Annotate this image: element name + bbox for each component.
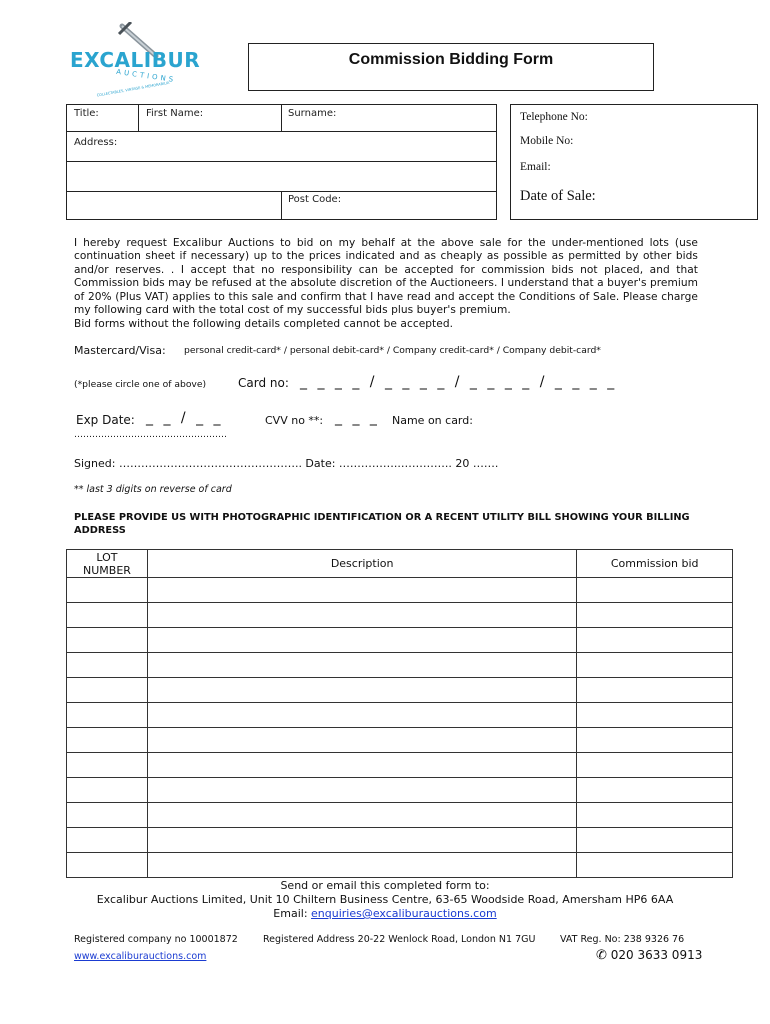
- website-link[interactable]: www.excaliburauctions.com: [74, 951, 207, 962]
- lot-number-cell[interactable]: [67, 778, 148, 803]
- cvv-label: CVV no **:: [265, 414, 324, 427]
- description-cell[interactable]: [147, 603, 576, 628]
- lot-number-cell[interactable]: [67, 703, 148, 728]
- table-row: [67, 703, 733, 728]
- cvv-field[interactable]: _ _ _: [335, 410, 380, 426]
- table-row: [67, 828, 733, 853]
- description-header: Description: [147, 550, 576, 578]
- surname-field[interactable]: [282, 120, 496, 131]
- title-box: [248, 43, 654, 91]
- cvv-note: ** last 3 digits on reverse of card: [74, 484, 232, 495]
- id-notice: PLEASE PROVIDE US WITH PHOTOGRAPHIC IDENTIFICATION OR A RECENT UTILITY BILL SHOWING YOUR BILLING ADDRESS: [74, 512, 690, 536]
- description-cell[interactable]: [147, 828, 576, 853]
- circle-note: (*please circle one of above): [74, 379, 207, 390]
- card-type-label: Mastercard/Visa:: [74, 344, 166, 357]
- commission-bid-cell[interactable]: [577, 828, 733, 853]
- email-field[interactable]: [560, 158, 750, 178]
- description-cell[interactable]: [147, 853, 576, 878]
- surname-label: Surname:: [288, 108, 337, 119]
- table-row: [67, 603, 733, 628]
- phone-icon: ✆: [596, 948, 607, 963]
- mobile-field[interactable]: [590, 132, 750, 152]
- description-cell[interactable]: [147, 653, 576, 678]
- bid-forms-note: Bid forms without the following details completed cannot be accepted.: [74, 318, 454, 330]
- lot-number-cell[interactable]: [67, 728, 148, 753]
- logo-name: EXCALIBUR: [70, 48, 201, 72]
- authorisation-paragraph: I hereby request Excalibur Auctions to bid on my behalf at the above sale for the under-mentioned lots (use continuation sheet if necessary) up to the prices indicated and as cheaply as possible as permitted by other bids and/or reserves. . I accept that no responsibility can be accepted for commission bids not placed, and that Commission bids may be refused at the absolute discretion of the Auctioneers. I understand that a buyer's premium of 20% (Plus VAT) applies to this sale and confirm that I have read and accept the Conditions of Sale. Please charge my following card with the total cost of my successful bids plus buyer's premium.: [74, 237, 698, 317]
- signed-date-line[interactable]: Signed: ………………………………………….. Date: ……………..………….. 20 …….: [74, 457, 499, 470]
- lot-number-cell[interactable]: [67, 678, 148, 703]
- table-row: [67, 753, 733, 778]
- logo-tagline: COLLECTABLES, VINTAGE & MEMORABILIA: [96, 80, 170, 98]
- title-field-label: Title:: [74, 108, 99, 119]
- description-cell[interactable]: [147, 803, 576, 828]
- card-number-label: Card no:: [238, 376, 289, 390]
- lot-number-cell[interactable]: [67, 578, 148, 603]
- description-cell[interactable]: [147, 728, 576, 753]
- table-row: [67, 803, 733, 828]
- logo: [66, 22, 206, 102]
- card-number-field[interactable]: _ _ _ _ / _ _ _ _ / _ _ _ _ / _ _ _ _: [300, 374, 618, 390]
- phone-number[interactable]: 020 3633 0913: [610, 948, 703, 962]
- send-line: Send or email this completed form to:: [280, 879, 490, 892]
- email-line: [0, 907, 770, 920]
- card-type-options[interactable]: personal credit-card* / personal debit-card* / Company credit-card* / Company debit-card*: [184, 345, 601, 356]
- commission-bid-cell[interactable]: [577, 728, 733, 753]
- telephone-label: Telephone No:: [520, 111, 588, 123]
- first-name-label: First Name:: [146, 108, 204, 119]
- telephone-field[interactable]: [600, 108, 750, 128]
- phone-block: [596, 948, 702, 963]
- registered-company: Registered company no 10001872: [74, 934, 238, 945]
- exp-date-label: Exp Date:: [76, 413, 135, 427]
- post-code-field[interactable]: [282, 206, 496, 219]
- description-cell[interactable]: [147, 778, 576, 803]
- company-address: Excalibur Auctions Limited, Unit 10 Chiltern Business Centre, 63-65 Woodside Road, Amersham HP6 6AA: [96, 893, 674, 906]
- description-cell[interactable]: [147, 628, 576, 653]
- commission-bid-cell[interactable]: [577, 778, 733, 803]
- table-row: [67, 728, 733, 753]
- lot-number-cell[interactable]: [67, 828, 148, 853]
- vat-number: VAT Reg. No: 238 9326 76: [560, 934, 685, 945]
- table-row: [67, 578, 733, 603]
- commission-bid-cell[interactable]: [577, 678, 733, 703]
- commission-bid-cell[interactable]: [577, 653, 733, 678]
- lot-number-cell[interactable]: [67, 628, 148, 653]
- email-line-label: Email:: [273, 907, 308, 920]
- exp-date-field[interactable]: _ _ / _ _: [146, 410, 224, 426]
- commission-bid-cell[interactable]: [577, 628, 733, 653]
- description-cell[interactable]: [147, 703, 576, 728]
- description-cell[interactable]: [147, 578, 576, 603]
- lots-table: [66, 549, 733, 878]
- name-on-card-field[interactable]: ……………………………………………: [74, 430, 227, 440]
- lot-number-cell[interactable]: [67, 803, 148, 828]
- lot-number-cell[interactable]: [67, 853, 148, 878]
- table-row: [67, 653, 733, 678]
- first-name-field[interactable]: [139, 120, 280, 131]
- email-link[interactable]: enquiries@excaliburauctions.com: [311, 907, 497, 920]
- date-of-sale-label: Date of Sale:: [520, 188, 596, 204]
- commission-bid-cell[interactable]: [577, 853, 733, 878]
- table-row: [67, 778, 733, 803]
- name-on-card-label: Name on card:: [392, 414, 473, 427]
- lots-table-header: [67, 550, 733, 578]
- date-of-sale-field[interactable]: [605, 186, 750, 208]
- mobile-label: Mobile No:: [520, 135, 574, 147]
- table-row: [67, 628, 733, 653]
- table-row: [67, 678, 733, 703]
- commission-bid-cell[interactable]: [577, 753, 733, 778]
- commission-bid-cell[interactable]: [577, 803, 733, 828]
- logo-subtitle: AUCTIONS: [115, 67, 177, 85]
- registered-address: Registered Address 20-22 Wenlock Road, London N1 7GU: [263, 934, 536, 945]
- page-title: Commission Bidding Form: [348, 51, 554, 68]
- table-row: [67, 853, 733, 878]
- post-code-label: Post Code:: [288, 194, 342, 205]
- email-label: Email:: [520, 161, 551, 173]
- lot-number-header: LOT NUMBER: [67, 550, 148, 578]
- commission-bid-cell[interactable]: [577, 578, 733, 603]
- address-label: Address:: [74, 137, 118, 148]
- description-cell[interactable]: [147, 753, 576, 778]
- description-cell[interactable]: [147, 678, 576, 703]
- address-field[interactable]: [67, 148, 496, 190]
- commission-bid-header: Commission bid: [577, 550, 733, 578]
- lot-number-cell[interactable]: [67, 603, 148, 628]
- lot-number-cell[interactable]: [67, 653, 148, 678]
- commission-bid-cell[interactable]: [577, 603, 733, 628]
- commission-bid-cell[interactable]: [577, 703, 733, 728]
- title-field[interactable]: [67, 120, 137, 131]
- lot-number-cell[interactable]: [67, 753, 148, 778]
